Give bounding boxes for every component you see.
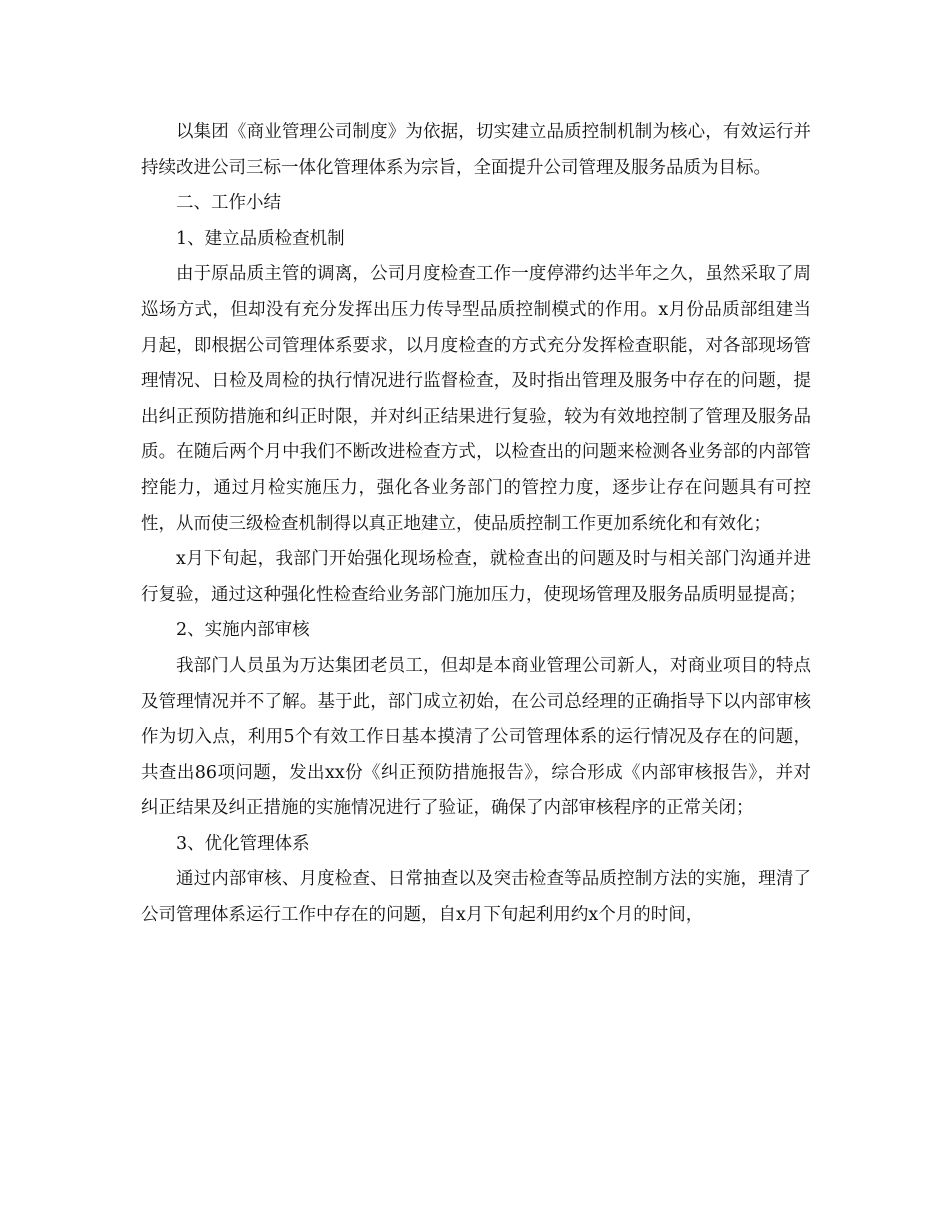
paragraph-inspection-mechanism: 由于原品质主管的调离，公司月度检查工作一度停滞约达半年之久，虽然采取了周巡场方式，但却没有充分发挥出压力传导型品质控制模式的作用。x月份品质部组建当月起，即根据公司管理体系要求，以月度检查的方式充分发挥检查职能，对各部现场管理情况、日检及周检的执行情况进行监督检查，及时指出管理及服务中存在的问题，提出纠正预防措施和纠正时限，并对纠正结果进行复验，较为有效地控制了管理及服务品质。在随后两个月中我们不断改进检查方式，以检查出的问题来检测各业务部的内部管控能力，通过月检实施压力，强化各业务部门的管控力度，逐步让存在问题具有可控性，从而使三级检查机制得以真正地建立，使品质控制工作更加系统化和有效化； [141, 264, 811, 534]
paragraph-onsite-inspection: x月下旬起，我部门开始强化现场检查，就检查出的问题及时与相关部门沟通并进行复验，通过这种强化性检查给业务部门施加压力，使现场管理及服务品质明显提高； [141, 549, 811, 605]
paragraph-internal-audit: 我部门人员虽为万达集团老员工，但却是本商业管理公司新人，对商业项目的特点及管理情况并不了解。基于此，部门成立初始，在公司总经理的正确指导下以内部审核作为切入点，利用5个有效工作日基本摸清了公司管理体系的运行情况及存在的问题，共查出86项问题，发出xx份《纠正预防措施报告》，综合形成《内部审核报告》，并对纠正结果及纠正措施的实施情况进行了验证，确保了内部审核程序的正常关闭； [141, 655, 811, 819]
subheading-quality-inspection: 1、建立品质检查机制 [176, 228, 345, 249]
subheading-optimize-system: 3、优化管理体系 [176, 833, 310, 854]
section-heading-work-summary: 二、工作小结 [176, 193, 281, 214]
subheading-internal-audit: 2、实施内部审核 [176, 620, 310, 641]
document-body [141, 115, 811, 934]
paragraph-optimize-system: 通过内部审核、月度检查、日常抽查以及突击检查等品质控制方法的实施，理清了公司管理体系运行工作中存在的问题，自x月下旬起利用约x个月的时间， [141, 869, 811, 926]
intro-paragraph: 以集团《商业管理公司制度》为依据，切实建立品质控制机制为核心，有效运行并持续改进公司三标一体化管理体系为宗旨，全面提升公司管理及服务品质为目标。 [141, 122, 811, 178]
